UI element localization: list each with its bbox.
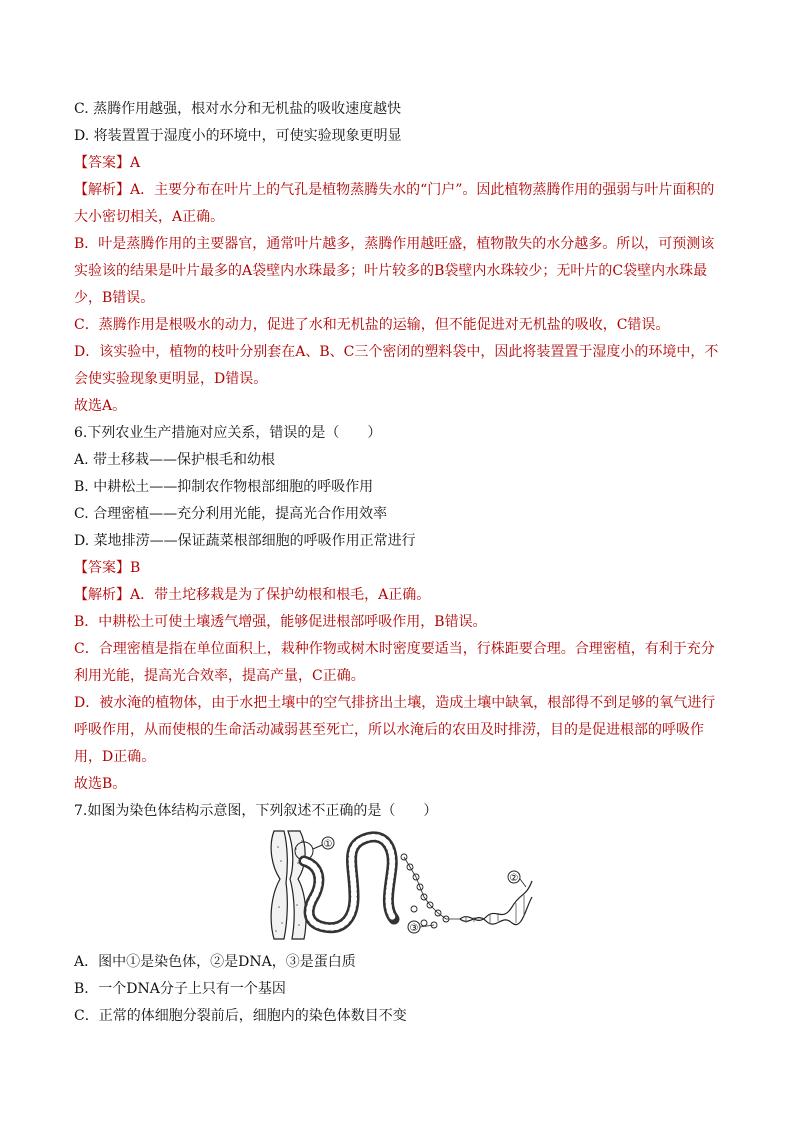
q7-option-c: C．正常的体细胞分裂前后，细胞内的染色体数目不变 [74,1008,407,1024]
q6-analysis-d: D．被水淹的植物体，由于水把土壤中的空气排挤出土壤，造成土壤中缺氧，根部得不到足够的氧气进行呼吸作用，从而使根的生命活动减弱甚至死亡，所以水淹后的农田及时排涝，目的是促进根部的呼吸作用，D正确。 [74,695,716,765]
label-3: ③ [409,923,419,934]
answer-tag: 【答案】 [74,560,130,576]
q6-answer [74,555,724,582]
answer-tag: 【答案】 [74,155,130,171]
q5-analysis-b: B．叶是蒸腾作用的主要器官，通常叶片越多，蒸腾作用越旺盛，植物散失的水分越多。所以，可预测该实验该的结果是叶片最多的A袋壁内水珠最多；叶片较多的B袋壁内水珠较少；无叶片的C袋壁内水珠最少，B错误。 [74,236,715,306]
analysis-tag: 【解析】 [74,587,130,603]
q5-conclusion: 故选A。 [74,398,127,414]
q6-analysis-c: C．合理密植是指在单位面积上，栽种作物或树木时密度要适当，行株距要合理。合理密植，有利于充分利用光能，提高光合效率，提高产量，C正确。 [74,641,715,684]
q5-analysis-a [74,177,724,231]
chromosome-diagram [264,827,544,945]
answer-value: A [130,155,141,171]
analysis-text: A．主要分布在叶片上的气孔是植物蒸腾失水的“门户”。因此植物蒸腾作用的强弱与叶片面积的大小密切相关，A正确。 [74,182,715,225]
q5-answer [74,150,724,177]
chromosome-figure [74,827,724,947]
q6-option-b: B. 中耕松土——抑制农作物根部细胞的呼吸作用 [74,479,374,495]
q6-stem: 6.下列农业生产措施对应关系，错误的是（ ） [74,425,382,441]
label-1: ① [323,839,333,850]
document-page [74,96,724,1030]
q6-option-a: A. 带土移栽——保护根毛和幼根 [74,452,276,468]
q5-option-c: C. 蒸腾作用越强，根对水分和无机盐的吸收速度越快 [74,101,402,117]
analysis-tag: 【解析】 [74,182,130,198]
chromosome-shape [271,831,306,939]
q7-option-b: B．一个DNA分子上只有一个基因 [74,981,286,997]
q6-conclusion: 故选B。 [74,776,127,792]
q6-option-d: D. 菜地排涝——保证蔬菜根部细胞的呼吸作用正常进行 [74,533,416,549]
q5-analysis-c: C．蒸腾作用是根吸水的动力，促进了水和无机盐的运输，但不能促进对无机盐的吸收，C错误。 [74,317,670,333]
nucleosome-beads [401,854,449,928]
q7-stem: 7.如图为染色体结构示意图，下列叙述不正确的是（ ） [74,803,438,819]
q5-option-d: D. 将装置置于湿度小的环境中，可使实验现象更明显 [74,128,402,144]
q6-analysis-a [74,582,724,609]
q5-analysis-d: D．该实验中，植物的枝叶分别套在A、B、C三个密闭的塑料袋中，因此将装置置于湿度小的环境中，不会使实验现象更明显，D错误。 [74,344,719,387]
answer-value: B [130,560,141,576]
q6-analysis-b: B．中耕松土可使土壤透气增强，能够促进根部呼吸作用，B错误。 [74,614,487,630]
analysis-text: A．带土坨移栽是为了保护幼根和根毛，A正确。 [130,587,431,603]
q6-option-c: C. 合理密植——充分利用光能，提高光合作用效率 [74,506,388,522]
label-2: ② [509,873,519,884]
q7-option-a: A．图中①是染色体，②是DNA，③是蛋白质 [74,954,356,970]
